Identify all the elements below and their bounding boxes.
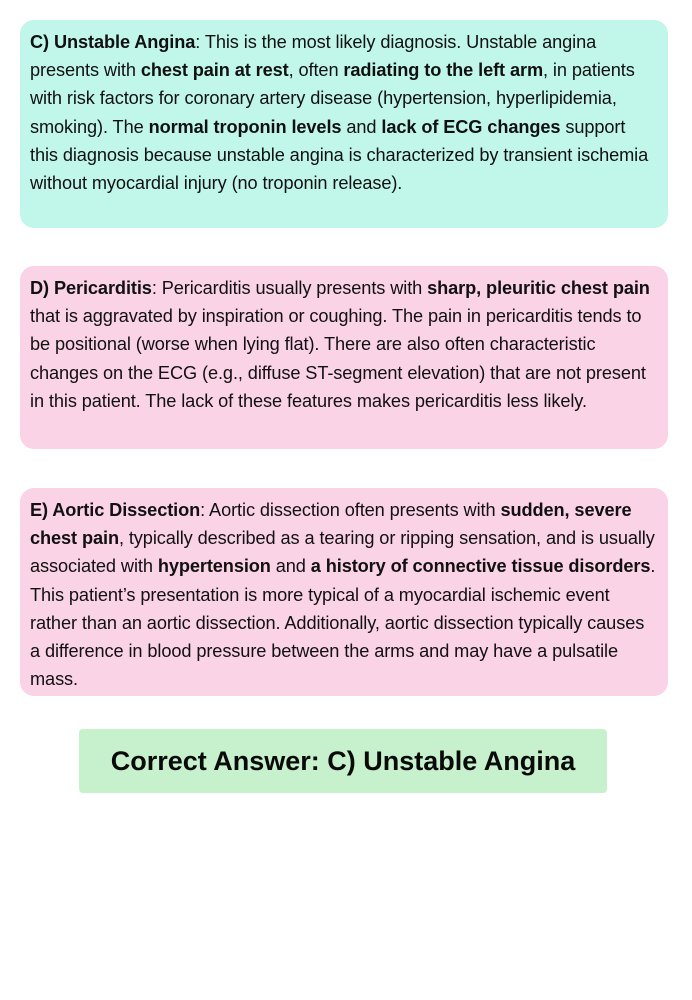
text-segment: and bbox=[270, 556, 311, 577]
emphasis-segment: chest pain at rest bbox=[140, 60, 289, 81]
emphasis-segment: a history of connective tissue disorders bbox=[310, 556, 651, 577]
option-e-explanation-card bbox=[20, 488, 668, 696]
emphasis-segment: radiating to the left arm bbox=[343, 60, 544, 81]
text-segment: , often bbox=[288, 60, 344, 81]
option-c-text bbox=[30, 28, 658, 197]
option-d-title: D) Pericarditis bbox=[30, 278, 152, 298]
option-e-title: E) Aortic Dissection bbox=[30, 500, 201, 520]
emphasis-segment: sharp, pleuritic chest pain bbox=[427, 278, 650, 298]
emphasis-segment: sudden, severe chest pain bbox=[30, 500, 632, 549]
text-segment: that is aggravated by inspiration or coughing. The pain in pericarditis tends to be positional (worse when lying flat). There are also often characteristic changes on the ECG (e.g., diffuse ST-segment elevation) that are not present in this patient. The lack of these features makes pericarditis less likely. bbox=[30, 306, 646, 411]
option-c-title: C) Unstable Angina bbox=[30, 32, 196, 52]
text-segment: , typically described as a tearing or ripping sensation, and is usually associated with bbox=[30, 528, 655, 577]
text-segment: : This is the most likely diagnosis. Unstable angina presents with bbox=[30, 32, 597, 81]
emphasis-segment: hypertension bbox=[157, 556, 271, 577]
option-c-explanation-card bbox=[20, 20, 668, 228]
text-segment: : Aortic dissection often presents with bbox=[200, 500, 501, 520]
text-segment: : Pericarditis usually presents with bbox=[151, 278, 428, 298]
text-segment: , in patients with risk factors for coronary artery disease (hypertension, hyperlipidemia, smoking). The bbox=[30, 60, 635, 137]
correct-answer-banner bbox=[79, 729, 607, 793]
option-d-text bbox=[30, 274, 658, 415]
text-segment: support this diagnosis because unstable angina is characterized by transient ischemia without myocardial injury (no troponin release). bbox=[30, 116, 649, 194]
correct-answer-label: Correct Answer: C) Unstable Angina bbox=[110, 745, 576, 776]
text-segment: and bbox=[341, 116, 382, 137]
emphasis-segment: lack of ECG changes bbox=[381, 116, 561, 137]
option-d-explanation-card bbox=[20, 266, 668, 449]
option-e-text bbox=[30, 496, 658, 693]
text-segment: . This patient’s presentation is more typical of a myocardial ischemic event rather than an aortic dissection. Additionally, aortic dissection typically causes a difference in blood pressure between the arms and may have a pulsatile mass. bbox=[30, 556, 656, 690]
emphasis-segment: normal troponin levels bbox=[148, 116, 342, 137]
